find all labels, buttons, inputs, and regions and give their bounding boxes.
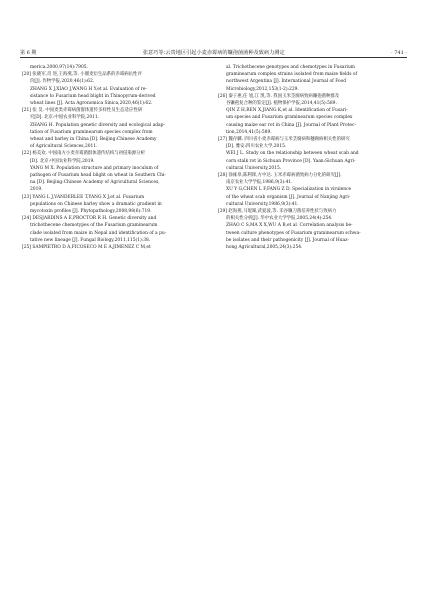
reference-line: [26] 秦子惠,任 旭,江 凯,等. 我国玉米茎腐病致病镰孢菌种群及: [218, 93, 340, 99]
reference-line: cultural University,2015.: [226, 165, 282, 171]
reference-line: wheat lines [J]. Acta Agronomica Sinica,2020,46(1):62.: [30, 101, 153, 107]
reference-line: hong Agricultural,2005,24(3):254.: [226, 245, 303, 251]
reference-line: WEI J L. Study on the relationship between wheat scab and: [226, 151, 359, 157]
reference-line: ZHANG X J,XIAO J,WANG H Y,et al. Evaluation of re-: [30, 86, 147, 92]
reference-line: 的相关性分析[J]. 华中农业大学学报,2005,24(4):254.: [226, 216, 333, 222]
reference-line: [23] YANG L J,VANDERLEE T,YANG X J,et al. Fusarium: [22, 194, 145, 200]
reference-line: XU Y G,CHEN L F,FANG Z D. Specialization in virulence: [226, 187, 352, 193]
reference-line: [25] SAMPIETRO D A,FICOSECO M E A,JIMENEZ C M,et: [22, 245, 151, 251]
reference-line: al. Trichothecene genotypes and chemotypes in Fusarium: [226, 65, 355, 70]
reference-line: wheat and barley in China [D]. Beijing:Chinese Academy: [30, 137, 157, 143]
reference-line: trichothecene chemotypes of the Fusarium graminearum: [30, 223, 158, 229]
reference-line: clade isolated from maize in Nepal and identification of a pu-: [30, 230, 167, 236]
reference-line: of Agricultural Sciences,2011.: [30, 144, 98, 150]
reference-line: [29] 赵海燕,马琨湖,武爱波,等. 禾谷镰刀菌培养性状与致病力: [218, 209, 337, 215]
reference-line: na [D]. Beijing:Chinese Academy of Agricultural Sciences,: [30, 180, 160, 186]
reference-line: ZHANG H. Population genetic diversity and ecological adap-: [30, 122, 165, 128]
reference-line: ZHAO C S,MA X X,WU A B,et al. Correlation analysis be-: [226, 223, 353, 229]
header-rule: [20, 57, 407, 58]
reference-line: corn stalk rot in Sichuan Province [D]. Yaan:Sichuan Agri-: [226, 158, 356, 164]
page-number: · 741 ·: [391, 50, 407, 56]
reference-line: tween culture phenotypes of Fusarium graminearum schwa-: [226, 230, 361, 236]
reference-line: be isolates and their pathogenicity [J]. Journal of Huaz-: [226, 237, 349, 243]
reference-line: causing maize ear rot in China [J]. Journal of Plant Protec-: [226, 122, 356, 128]
reference-line: 南京农业大学学报,1986,9(3):41.: [226, 180, 293, 186]
reference-line: tative new lineage [J]. Fungal Biology,2011,115(1):38.: [30, 237, 151, 243]
reference-line: [20] 张晓军,肖 进,王海燕,等. 小偃麦衍生品系的赤霉病抗性评: [22, 72, 142, 78]
reference-line: of the wheat scab organism [J]. Journal of Nanjing Agri-: [226, 194, 351, 200]
reference-line: mycotoxin profiles [J]. Phytopathology,2008,98(6):719.: [30, 209, 152, 215]
reference-line: sistance to Fusarium head blight in Thinopyrum-derived: [30, 93, 156, 99]
reference-line: [27] 魏存麟. 四川省小麦赤霉病与玉米茎腐病和穗腐病相关性的研究: [218, 137, 350, 143]
reference-line: [24] DESJARDINS A E,PROCTOR R H. Genetic diversity and: [22, 216, 157, 222]
reference-line: tion,2014,41(5):589.: [226, 129, 272, 135]
reference-line: 2019.: [30, 187, 43, 193]
running-title: 张意巧等:云贵地区引起小麦赤霉病的镰孢菌菌种及致病力测定: [142, 50, 285, 56]
reference-line: um species and Fusarium graminearum species complex: [226, 115, 353, 121]
reference-line: populations on Chinese barley show a dramatic gradient in: [30, 201, 162, 207]
reference-line: 价[J]. 作物学报,2020,46(1):62.: [30, 79, 95, 85]
reference-line: northwest Argentina [J]. International Journal of Food: [226, 79, 347, 85]
reference-line: [D]. 雅安:四川农业大学,2015.: [226, 144, 287, 150]
reference-line: QIN Z H,REN X,JIANG K,et al. Identification of Fusari-: [226, 108, 348, 114]
reference-line: Microbiology,2012,153(1-2):229.: [226, 86, 299, 92]
reference-line: 究[D]. 北京:中国农业科学院,2011.: [30, 115, 100, 121]
reference-line: [22] 杨美欢. 中国南方小麦赤霉菌群体遗传结构与初侵染源分析: [22, 151, 145, 157]
reference-line: pathogen of Fusarium head blight on wheat in Southern Chi-: [30, 173, 166, 179]
reference-line: [21] 张 昊. 中国麦类赤霉病菌群体遗传多样性及生态适应性研: [22, 108, 142, 114]
right-column-references: [218, 64, 406, 251]
reference-line: merica.2000,97(14):7905.: [30, 65, 88, 70]
issue-label: 第 6 期: [20, 50, 37, 56]
reference-line: [28] 徐雍皋,陈利锋,方中达. 玉米赤霉病菌致病力分化的研究[J].: [218, 173, 342, 179]
running-header: [20, 44, 407, 56]
reference-line: YANG M X. Population structure and primary inoculum of: [30, 165, 159, 171]
reference-line: [D]. 北京:中国农业科学院,2019.: [30, 158, 95, 164]
reference-line: tation of Fusarium graminearum species complex from: [30, 129, 153, 135]
reference-line: 谷镰孢复合种的鉴定[J]. 植物保护学报,2014,41(5):589.: [226, 101, 337, 107]
reference-line: cultural University,1986,9(3):41.: [226, 201, 299, 207]
left-column-references: [22, 64, 210, 251]
reference-line: graminearum complex strains isolated from maize fields of: [226, 72, 358, 78]
